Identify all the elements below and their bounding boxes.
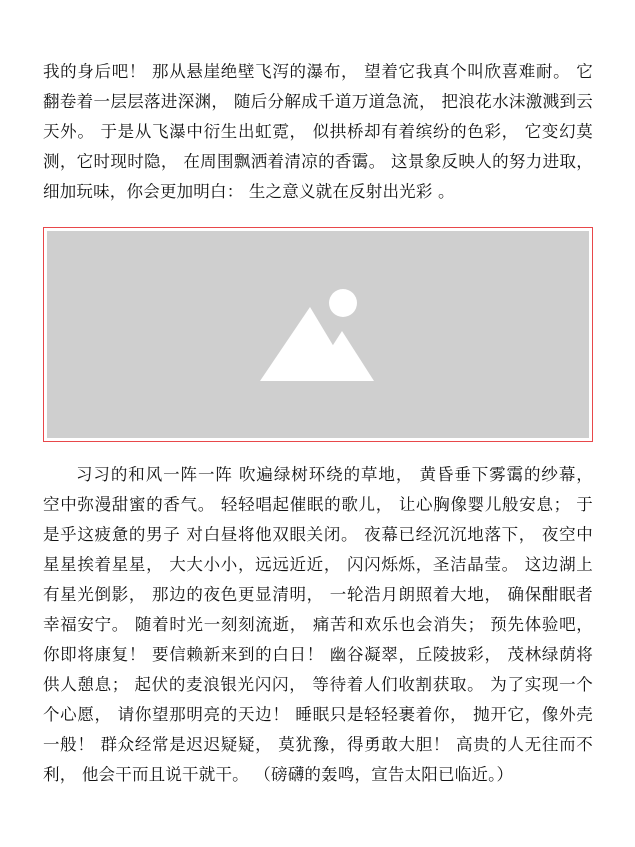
- body-paragraph-1: 我的身后吧！ 那从悬崖绝壁飞泻的瀑布， 望着它我真个叫欣喜难耐。 它翻卷着一层层落进深渊， 随后分解成千道万道急流， 把浪花水沫激溅到云天外。 于是从飞瀑中衍生出虹霓， 似拱桥却有着缤纷的色彩， 它变幻莫测，它时现时隐， 在周围飘洒着清凉的香霭。 这景象反映人的努力进取， 细加玩味，你会更加明白： 生之意义就在反射出光彩 。: [43, 62, 593, 201]
- body-paragraph-2: 习习的和风一阵一阵 吹遍绿树环绕的草地， 黄昏垂下雾霭的纱幕， 空中弥漫甜蜜的香气。 轻轻唱起催眠的歌儿， 让心胸像婴儿般安息； 于是乎这疲惫的男子 对白昼将他双眼关闭。 夜幕已经沉沉地落下， 夜空中星星挨着星星， 大大小小，远远近近， 闪闪烁烁，圣洁晶莹。 这边湖上有星光倒影， 那边的夜色更显清明， 一轮浩月朗照着大地， 确保酣眠者幸福安宁。 随着时光一刻刻流逝， 痛苦和欢乐也会消失； 预先体验吧，你即将康复！ 要信赖新来到的白日！ 幽谷凝翠，丘陵披彩， 茂林绿荫将供人憩息； 起伏的麦浪银光闪闪， 等待着人们收割获取。 为了实现一个个心愿， 请你望那明亮的天边！ 睡眠只是轻轻裹着你， 抛开它，像外壳一般！ 群众经常是迟迟疑疑， 莫犹豫，得勇敢大胆！ 高贵的人无往而不利， 他会干而且说干就干。 （磅礴的轰鸣，宣告太阳已临近。）: [43, 465, 593, 784]
- image-placeholder: [47, 231, 589, 438]
- embedded-image: [43, 227, 593, 442]
- image-placeholder-icon: [260, 287, 376, 383]
